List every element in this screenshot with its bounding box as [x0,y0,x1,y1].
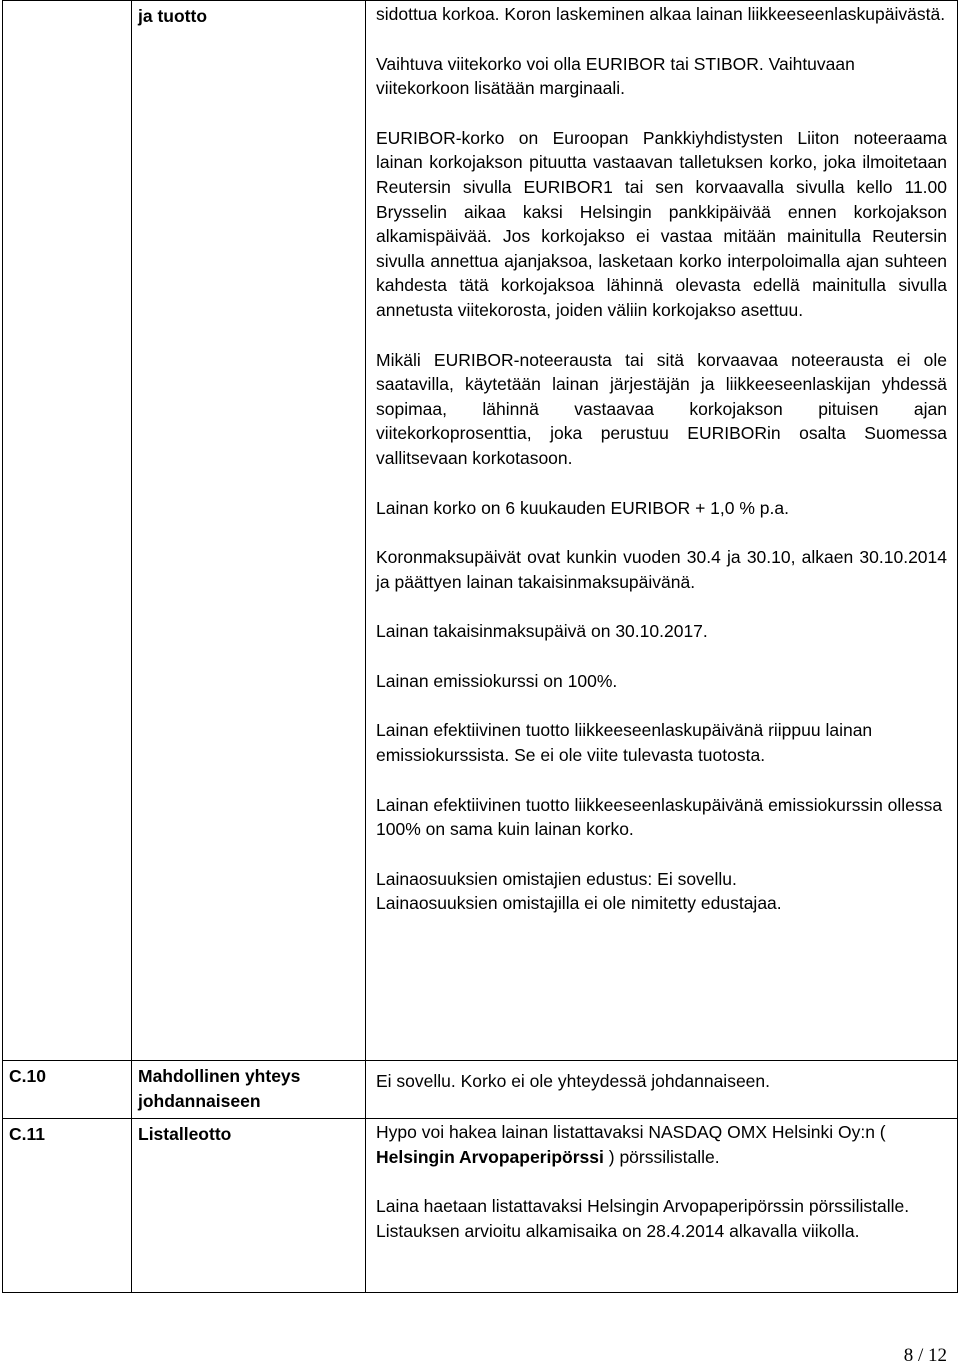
paragraph: sidottua korkoa. Koron laskeminen alkaa lainan liikkeeseenlaskupäivästä. [376,4,946,24]
paragraph [376,1120,947,1169]
row-content [366,1061,958,1119]
table-row [3,1061,958,1119]
text-run: Hypo voi hakea lainan listattavaksi NASDAQ OMX Helsinki Oy:n ( [376,1122,886,1142]
row-code [3,1,132,1061]
row-label: Mahdollinen yhteys johdannaiseen [132,1061,366,1119]
row-code: C.11 [3,1119,132,1293]
row-label: Listalleotto [132,1119,366,1293]
paragraph: Mikäli EURIBOR-noteerausta tai sitä korvaavaa noteerausta ei ole saatavilla, käytetään lainan järjestäjän ja liikkeeseenlaskijan yhdessä sopimaa, lähinnä vastaavaa korkojakson pituisen ajan viitekorkoprosenttia, joka perustuu EURIBORin osalta Suomessa vallitsevaan korkotasoon. [376,349,947,468]
paragraph: Lainan korko on 6 kuukauden EURIBOR + 1,0 % p.a. [376,497,789,518]
paragraph: Lainaosuuksien omistajien edustus: Ei sovellu. [376,868,737,889]
row-label: ja tuotto [132,1,366,1061]
row-content [366,1,958,1061]
paragraph: Laina haetaan listattavaksi Helsingin Arvopaperipörssin pörssilistalle. Listauksen arvioitu alkamisaika on 28.4.2014 alkavalla viikolla. [376,1196,910,1241]
paragraph: Lainaosuuksien omistajilla ei ole nimitetty edustajaa. [376,893,782,914]
paragraph: Lainan efektiivinen tuotto liikkeeseenlaskupäivänä riippuu lainan emissiokurssista. Se ei ole viite tulevasta tuotosta. [376,720,873,766]
table-row [3,1,958,1061]
paragraph: EURIBOR-korko on Euroopan Pankkiyhdistysten Liiton noteeraama lainan korkojakson pituutta vastaavan talletuksen korko, joka ilmoitetaan Reutersin sivulla EURIBOR1 tai sen korvaavalla sivulla kello 11.00 Brysselin aikaa kaksi Helsingin pankkipäivää ennen korkojakson alkamispäivää. Jos korkojakso ei vastaa mitään mainitulla Reutersin sivulla annettua ajanjaksoa, lasketaan korko interpoloimalla ajan suhteen kahdesta tätä korkojaksoa lähinnä olevasta edellä mainitulla sivulla annetusta viitekorosta, joiden väliin korkojakso asettuu. [376,127,947,320]
paragraph: Koronmaksupäivät ovat kunkin vuoden 30.4 ja 30.10, alkaen 30.10.2014 ja päättyen lainan takaisinmaksupäivänä. [376,547,947,592]
paragraph: Lainan takaisinmaksupäivä on 30.10.2017. [376,621,708,642]
text-run: ) pörssilistalle. [603,1146,720,1167]
row-code: C.10 [3,1061,132,1119]
paragraph: Lainan emissiokurssi on 100%. [376,670,618,691]
paragraph: Vaihtuva viitekorko voi olla EURIBOR tai STIBOR. Vaihtuvaan viitekorkoon lisätään marginaali. [376,53,855,99]
paragraph: Lainan efektiivinen tuotto liikkeeseenlaskupäivänä emissiokurssin ollessa 100% on sama kuin lainan korko. [376,794,943,840]
table-row [3,1119,958,1293]
paragraph: Ei sovellu. Korko ei ole yhteydessä johdannaiseen. [376,1071,770,1091]
row-content [366,1119,958,1293]
document-table [2,0,958,1293]
page-number: 8 / 12 [903,1345,947,1366]
bold-text-run: Helsingin Arvopaperipörssi [376,1146,604,1167]
